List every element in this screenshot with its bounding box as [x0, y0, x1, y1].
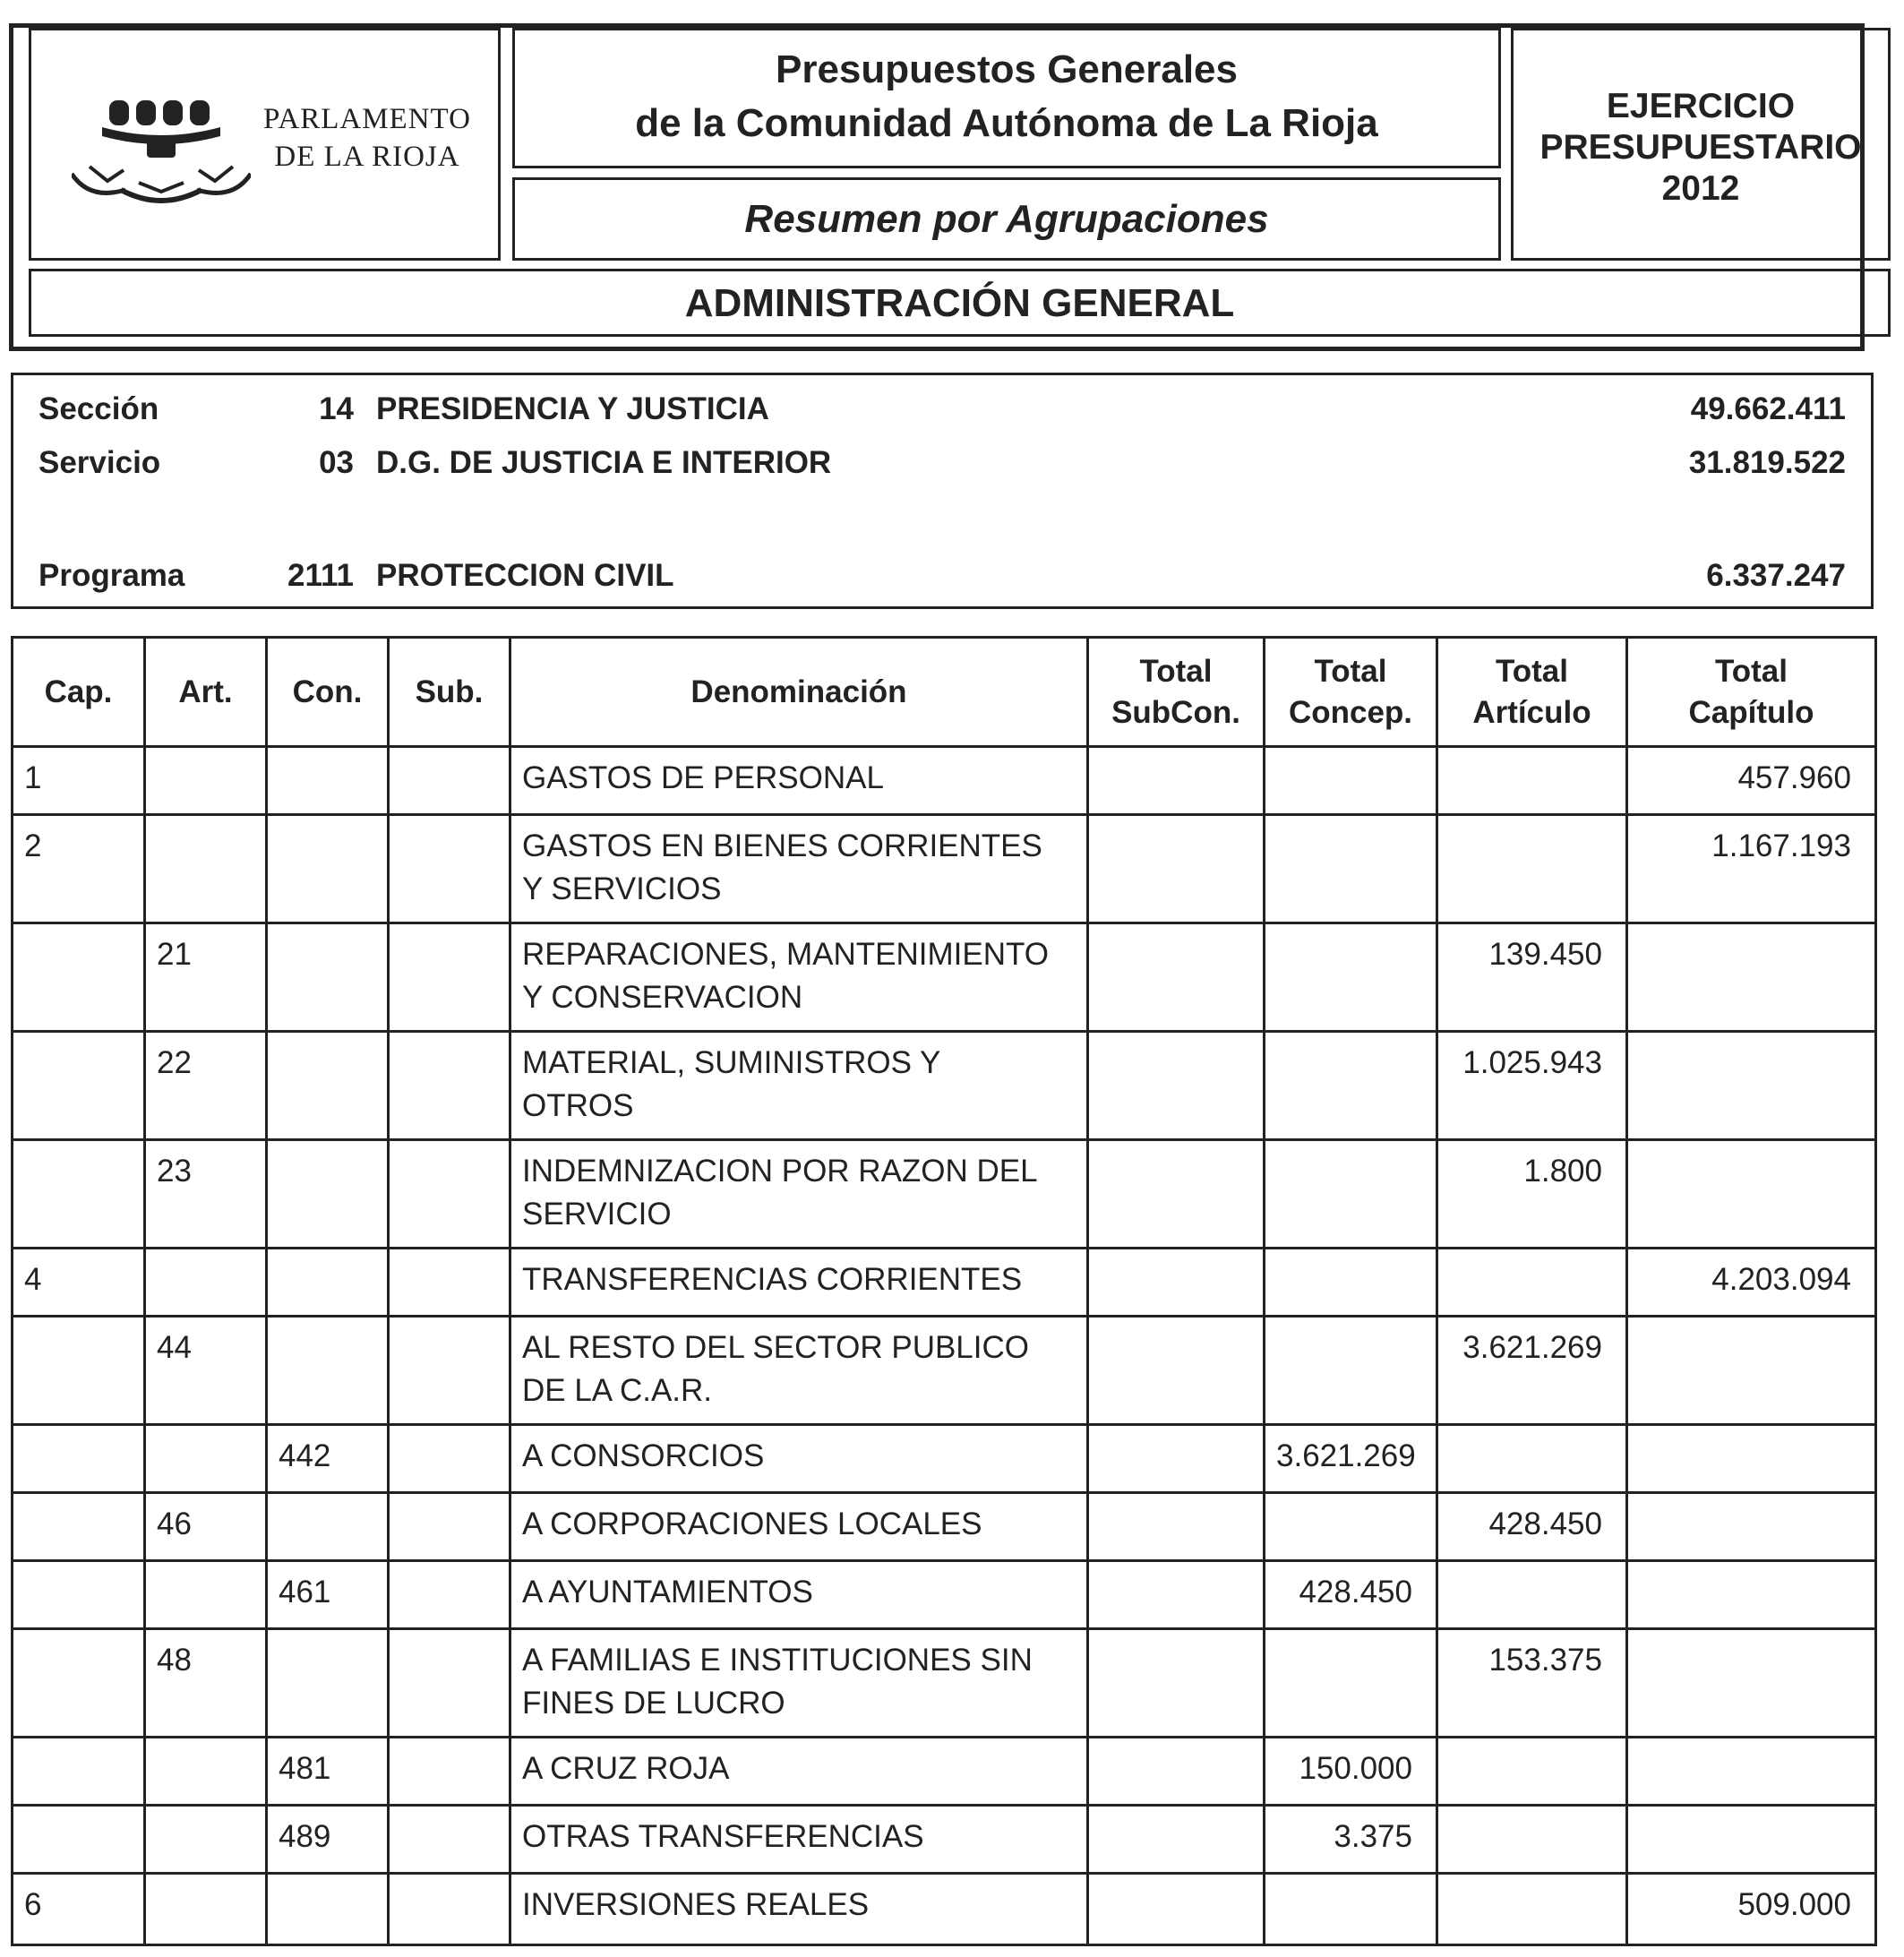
servicio-name: D.G. DE JUSTICIA E INTERIOR — [376, 445, 832, 480]
cell-sub — [389, 1249, 510, 1317]
table-row — [13, 1317, 1876, 1425]
cell-total-capitulo — [1627, 1629, 1876, 1738]
subtitle-box — [512, 177, 1501, 261]
document-subtitle: Resumen por Agrupaciones — [744, 197, 1269, 241]
cell-cap — [13, 1140, 145, 1249]
cell-cap — [13, 1806, 145, 1874]
denominacion-line-1: A CORPORACIONES LOCALES — [522, 1506, 982, 1541]
cell-total-subcon — [1088, 747, 1265, 815]
cell-total-capitulo: 1.167.193 — [1627, 815, 1876, 923]
cell-sub — [389, 923, 510, 1032]
denominacion-line-2: SERVICIO — [522, 1197, 672, 1232]
table-row — [13, 1032, 1876, 1140]
parliament-line-2: DE LA RIOJA — [274, 141, 460, 173]
denominacion-line-1: OTRAS TRANSFERENCIAS — [522, 1819, 924, 1854]
logo-box — [29, 28, 501, 261]
cell-con — [267, 1874, 389, 1945]
table-row — [13, 1425, 1876, 1493]
cell-total-articulo: 428.450 — [1437, 1493, 1627, 1561]
cell-cap: 2 — [13, 815, 145, 923]
cell-total-subcon — [1088, 1032, 1265, 1140]
seccion-label: Sección — [39, 391, 159, 426]
cell-total-subcon — [1088, 1561, 1265, 1629]
parliament-name — [246, 100, 488, 176]
cell-total-articulo — [1437, 1806, 1627, 1874]
cell-denominacion — [510, 1806, 1088, 1874]
cell-art — [145, 1561, 267, 1629]
col-header-total-capitulo-line2: Capítulo — [1688, 694, 1814, 730]
cell-art — [145, 747, 267, 815]
cell-art: 48 — [145, 1629, 267, 1738]
cell-denominacion — [510, 815, 1088, 923]
title-line-2: de la Comunidad Autónoma de La Rioja — [635, 101, 1378, 145]
cell-total-subcon — [1088, 1493, 1265, 1561]
cell-cap: 6 — [13, 1874, 145, 1945]
cell-art: 44 — [145, 1317, 267, 1425]
cell-total-capitulo — [1627, 1425, 1876, 1493]
denominacion-line-1: A CONSORCIOS — [522, 1438, 765, 1473]
cell-denominacion — [510, 1629, 1088, 1738]
cell-total-capitulo — [1627, 1493, 1876, 1561]
programa-label: Programa — [39, 558, 185, 593]
col-header-total-articulo — [1437, 638, 1627, 747]
cell-denominacion — [510, 1317, 1088, 1425]
cell-total-articulo — [1437, 1249, 1627, 1317]
programa-amount: 6.337.247 — [1706, 558, 1846, 593]
cell-total-capitulo — [1627, 1738, 1876, 1806]
cell-con — [267, 1249, 389, 1317]
cell-denominacion — [510, 747, 1088, 815]
col-header-total-articulo-line2: Artículo — [1472, 694, 1591, 730]
col-header-denominacion: Denominación — [510, 638, 1088, 747]
cell-con — [267, 747, 389, 815]
denominacion-line-1: TRANSFERENCIAS CORRIENTES — [522, 1262, 1023, 1297]
cell-con — [267, 1629, 389, 1738]
fiscal-year — [1514, 86, 1888, 210]
cell-sub — [389, 1629, 510, 1738]
cell-art — [145, 1249, 267, 1317]
cell-total-articulo — [1437, 1738, 1627, 1806]
cell-total-subcon — [1088, 1140, 1265, 1249]
denominacion-line-2: Y SERVICIOS — [522, 871, 722, 906]
programa-name: PROTECCION CIVIL — [376, 558, 674, 593]
col-header-total-concep — [1265, 638, 1437, 747]
document-header — [9, 23, 1865, 351]
cell-cap — [13, 1493, 145, 1561]
budget-table-wrapper — [11, 636, 1874, 1946]
cell-total-articulo — [1437, 1874, 1627, 1945]
table-row — [13, 1806, 1876, 1874]
col-header-total-subcon — [1088, 638, 1265, 747]
cell-sub — [389, 1425, 510, 1493]
col-header-total-subcon-line1: Total — [1139, 653, 1213, 689]
cell-denominacion — [510, 923, 1088, 1032]
cell-art: 21 — [145, 923, 267, 1032]
cell-total-subcon — [1088, 1317, 1265, 1425]
col-header-total-concep-line2: Concep. — [1288, 694, 1413, 730]
cell-denominacion — [510, 1561, 1088, 1629]
cell-total-concep: 3.375 — [1265, 1806, 1437, 1874]
cell-total-capitulo: 457.960 — [1627, 747, 1876, 815]
cell-con: 489 — [267, 1806, 389, 1874]
cell-con — [267, 1032, 389, 1140]
cell-cap: 4 — [13, 1249, 145, 1317]
table-row — [13, 1629, 1876, 1738]
header-row — [13, 638, 1876, 747]
cell-denominacion — [510, 1032, 1088, 1140]
cell-total-concep — [1265, 747, 1437, 815]
fiscal-year-value: 2012 — [1661, 169, 1740, 208]
servicio-label: Servicio — [39, 445, 161, 480]
denominacion-line-1: A AYUNTAMIENTOS — [522, 1575, 813, 1609]
info-row-programa — [13, 553, 1871, 597]
cell-total-subcon — [1088, 1629, 1265, 1738]
cell-total-subcon — [1088, 1425, 1265, 1493]
cell-art — [145, 1738, 267, 1806]
cell-total-capitulo — [1627, 1317, 1876, 1425]
cell-total-concep — [1265, 1493, 1437, 1561]
denominacion-line-1: INVERSIONES REALES — [522, 1887, 870, 1922]
denominacion-line-2: Y CONSERVACION — [522, 980, 803, 1015]
servicio-code: 03 — [319, 445, 354, 480]
table-row — [13, 747, 1876, 815]
administration-title: ADMINISTRACIÓN GENERAL — [684, 281, 1235, 325]
cell-con: 461 — [267, 1561, 389, 1629]
cell-total-articulo: 153.375 — [1437, 1629, 1627, 1738]
cell-total-capitulo — [1627, 1561, 1876, 1629]
cell-total-articulo: 1.800 — [1437, 1140, 1627, 1249]
cell-con — [267, 815, 389, 923]
cell-total-subcon — [1088, 815, 1265, 923]
cell-total-articulo — [1437, 747, 1627, 815]
cell-sub — [389, 1493, 510, 1561]
cell-total-capitulo — [1627, 1140, 1876, 1249]
cell-art — [145, 1425, 267, 1493]
cell-cap: 1 — [13, 747, 145, 815]
cell-cap — [13, 923, 145, 1032]
cell-cap — [13, 1425, 145, 1493]
cell-total-capitulo: 509.000 — [1627, 1874, 1876, 1945]
info-row-seccion — [13, 386, 1871, 431]
table-body — [13, 747, 1876, 1945]
cell-total-capitulo: 4.203.094 — [1627, 1249, 1876, 1317]
seccion-amount: 49.662.411 — [1690, 391, 1846, 426]
cell-sub — [389, 747, 510, 815]
cell-sub — [389, 815, 510, 923]
table-row — [13, 1561, 1876, 1629]
cell-sub — [389, 1738, 510, 1806]
cell-cap — [13, 1032, 145, 1140]
fiscal-year-line-1: EJERCICIO — [1606, 87, 1796, 125]
cell-total-capitulo — [1627, 923, 1876, 1032]
cell-total-articulo: 3.621.269 — [1437, 1317, 1627, 1425]
cell-total-subcon — [1088, 1249, 1265, 1317]
cell-sub — [389, 1874, 510, 1945]
cell-con — [267, 1317, 389, 1425]
cell-total-articulo — [1437, 1561, 1627, 1629]
cell-total-concep — [1265, 1249, 1437, 1317]
denominacion-line-1: GASTOS EN BIENES CORRIENTES — [522, 828, 1042, 863]
cell-total-articulo — [1437, 1425, 1627, 1493]
cell-denominacion — [510, 1738, 1088, 1806]
table-row — [13, 1140, 1876, 1249]
cell-total-capitulo — [1627, 1032, 1876, 1140]
cell-total-concep — [1265, 815, 1437, 923]
cell-denominacion — [510, 1493, 1088, 1561]
cell-total-concep — [1265, 1629, 1437, 1738]
cell-art: 23 — [145, 1140, 267, 1249]
cell-total-capitulo — [1627, 1806, 1876, 1874]
table-row — [13, 1249, 1876, 1317]
seccion-code: 14 — [319, 391, 354, 426]
cell-total-subcon — [1088, 923, 1265, 1032]
table-row — [13, 1493, 1876, 1561]
cell-art — [145, 815, 267, 923]
cell-total-concep: 150.000 — [1265, 1738, 1437, 1806]
cell-sub — [389, 1032, 510, 1140]
cell-total-subcon — [1088, 1806, 1265, 1874]
cell-con — [267, 1493, 389, 1561]
cell-total-concep — [1265, 1140, 1437, 1249]
cell-con: 442 — [267, 1425, 389, 1493]
denominacion-line-2: DE LA C.A.R. — [522, 1373, 713, 1408]
table-row — [13, 815, 1876, 923]
cell-sub — [389, 1561, 510, 1629]
table-row — [13, 1874, 1876, 1945]
cell-total-concep: 428.450 — [1265, 1561, 1437, 1629]
cell-sub — [389, 1806, 510, 1874]
col-header-total-capitulo-line1: Total — [1714, 653, 1788, 689]
cell-sub — [389, 1317, 510, 1425]
cell-con — [267, 923, 389, 1032]
servicio-amount: 31.819.522 — [1688, 445, 1846, 480]
col-header-total-articulo-line1: Total — [1495, 653, 1568, 689]
fiscal-year-box — [1511, 28, 1891, 261]
cell-total-concep — [1265, 1317, 1437, 1425]
col-header-con: Con. — [267, 638, 389, 747]
denominacion-line-1: GASTOS DE PERSONAL — [522, 760, 884, 795]
col-header-art: Art. — [145, 638, 267, 747]
cell-denominacion — [510, 1249, 1088, 1317]
denominacion-line-1: REPARACIONES, MANTENIMIENTO — [522, 937, 1049, 972]
cell-total-articulo — [1437, 815, 1627, 923]
cell-sub — [389, 1140, 510, 1249]
info-row-servicio — [13, 440, 1871, 485]
parliament-line-1: PARLAMENTO — [263, 103, 471, 135]
denominacion-line-2: FINES DE LUCRO — [522, 1686, 785, 1721]
cell-denominacion — [510, 1425, 1088, 1493]
col-header-total-capitulo — [1627, 638, 1876, 747]
cell-total-concep: 3.621.269 — [1265, 1425, 1437, 1493]
title-line-1: Presupuestos Generales — [775, 47, 1238, 91]
administration-box — [29, 269, 1891, 337]
denominacion-line-1: AL RESTO DEL SECTOR PUBLICO — [522, 1330, 1029, 1365]
col-header-total-subcon-line2: SubCon. — [1111, 694, 1240, 730]
cell-cap — [13, 1561, 145, 1629]
denominacion-line-1: INDEMNIZACION POR RAZON DEL — [522, 1154, 1038, 1189]
cell-total-concep — [1265, 1032, 1437, 1140]
cell-total-articulo: 139.450 — [1437, 923, 1627, 1032]
col-header-sub: Sub. — [389, 638, 510, 747]
col-header-cap: Cap. — [13, 638, 145, 747]
cell-total-concep — [1265, 923, 1437, 1032]
cell-total-articulo: 1.025.943 — [1437, 1032, 1627, 1140]
cell-cap — [13, 1629, 145, 1738]
denominacion-line-1: MATERIAL, SUMINISTROS Y — [522, 1045, 941, 1080]
cell-cap — [13, 1317, 145, 1425]
budget-info-block — [11, 373, 1874, 609]
denominacion-line-1: A CRUZ ROJA — [522, 1751, 730, 1786]
budget-table — [11, 636, 1877, 1946]
denominacion-line-2: OTROS — [522, 1088, 634, 1123]
cell-cap — [13, 1738, 145, 1806]
cell-total-concep — [1265, 1874, 1437, 1945]
table-header — [13, 638, 1876, 747]
table-row — [13, 1738, 1876, 1806]
denominacion-line-1: A FAMILIAS E INSTITUCIONES SIN — [522, 1643, 1033, 1678]
fiscal-year-line-2: PRESUPUESTARIO — [1539, 128, 1862, 167]
cell-con — [267, 1140, 389, 1249]
cell-art: 22 — [145, 1032, 267, 1140]
programa-code: 2111 — [287, 558, 354, 593]
cell-denominacion — [510, 1140, 1088, 1249]
cell-con: 481 — [267, 1738, 389, 1806]
cell-art — [145, 1874, 267, 1945]
document-title — [515, 43, 1498, 150]
title-box — [512, 28, 1501, 168]
seccion-name: PRESIDENCIA Y JUSTICIA — [376, 391, 769, 426]
cell-total-subcon — [1088, 1738, 1265, 1806]
parliament-emblem-icon — [72, 84, 251, 219]
cell-art: 46 — [145, 1493, 267, 1561]
cell-total-subcon — [1088, 1874, 1265, 1945]
cell-denominacion — [510, 1874, 1088, 1945]
table-row — [13, 923, 1876, 1032]
col-header-total-concep-line1: Total — [1314, 653, 1387, 689]
cell-art — [145, 1806, 267, 1874]
